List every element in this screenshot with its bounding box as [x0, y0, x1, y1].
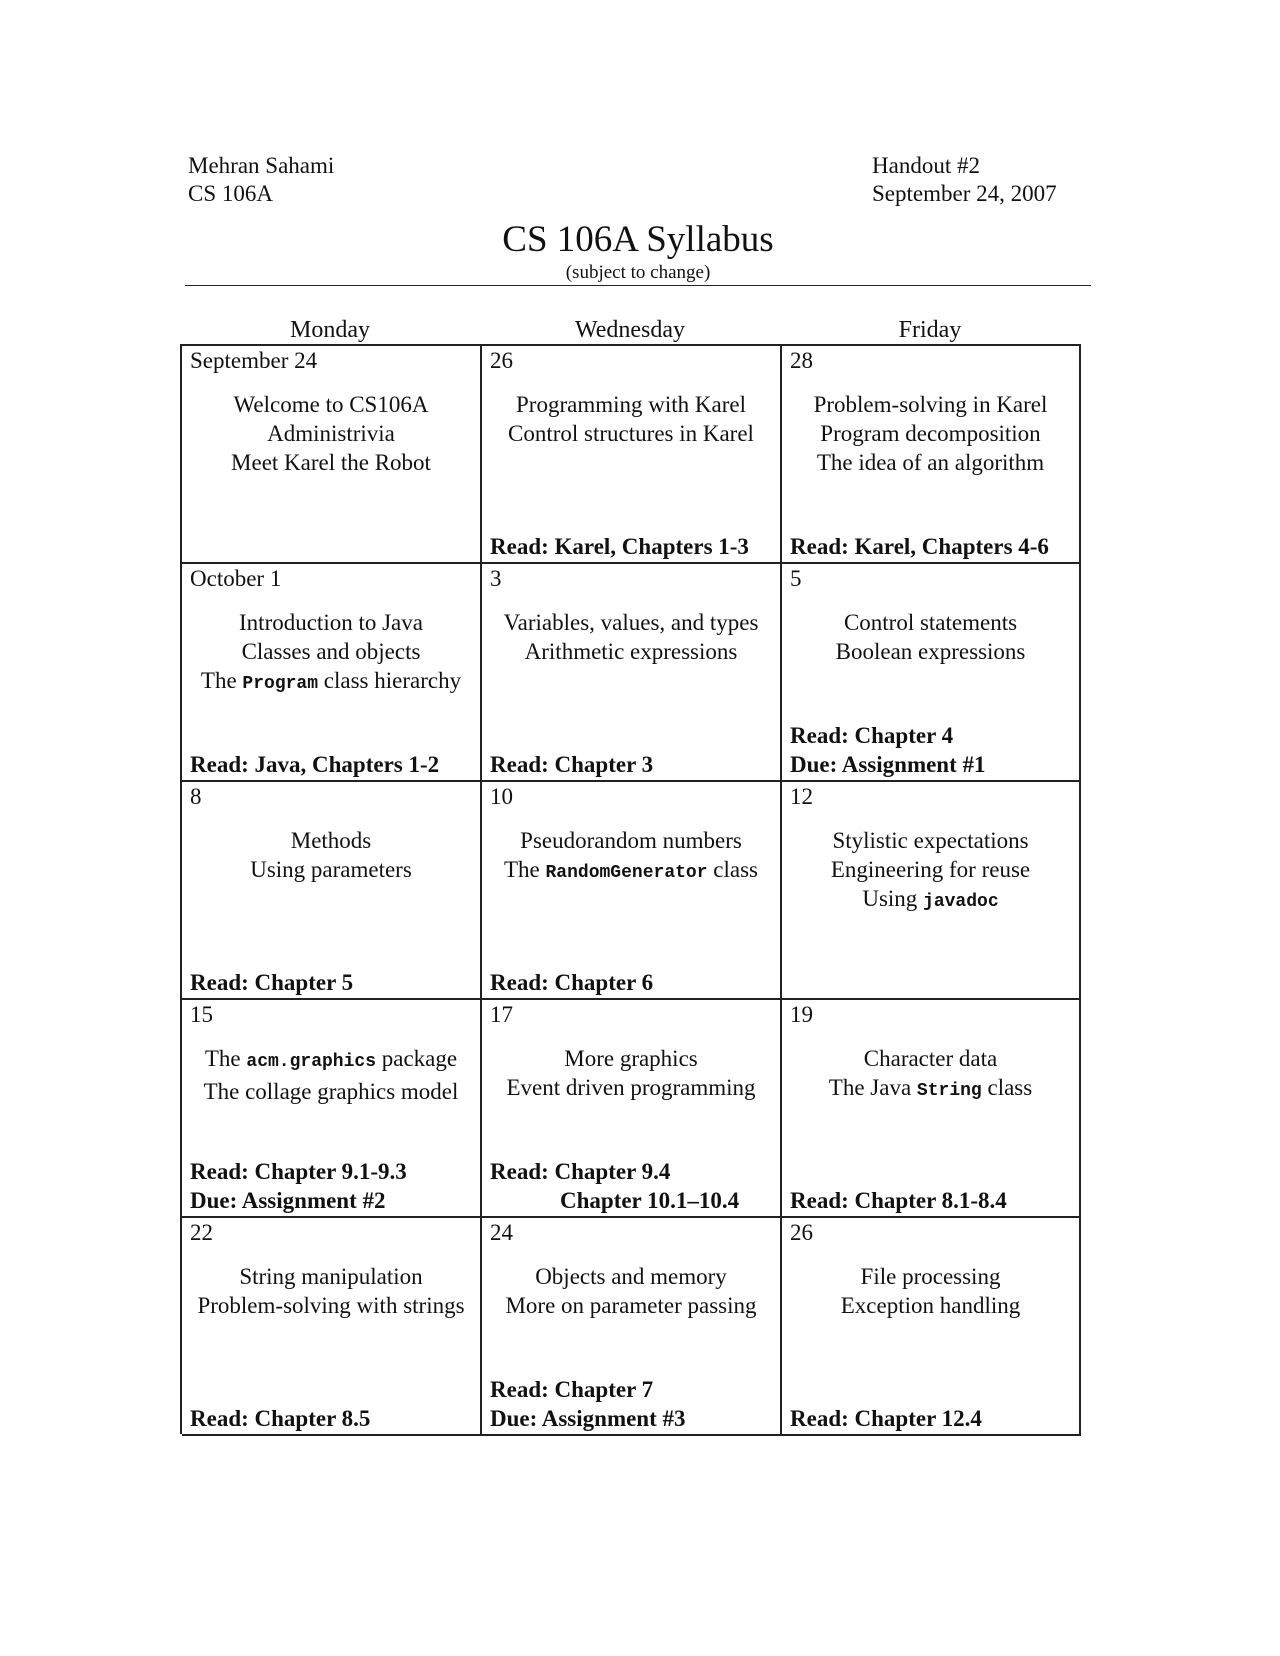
- cell-topics: [782, 1262, 1079, 1320]
- cell-date: 22: [190, 1220, 213, 1245]
- cell-topics: [182, 608, 480, 699]
- cell-topics: [182, 1044, 480, 1106]
- code-term: acm.graphics: [246, 1052, 377, 1072]
- reading-line: Due: Assignment #2: [190, 1188, 386, 1213]
- calendar-cell: [782, 346, 1081, 564]
- topic-line: The idea of an algorithm: [816, 450, 1045, 475]
- cell-reading: [190, 750, 480, 779]
- topic-line: Meet Karel the Robot: [231, 450, 431, 475]
- topic-line: Arithmetic expressions: [524, 639, 738, 664]
- reading-line: Read: Chapter 12.4: [790, 1406, 982, 1431]
- topic-line: The collage graphics model: [203, 1079, 459, 1104]
- cell-topics: [782, 1044, 1079, 1106]
- cell-topics: [782, 608, 1079, 666]
- reading-line: Read: Chapter 7: [490, 1377, 654, 1402]
- topic-line: [782, 884, 1079, 917]
- topic-line: Stylistic expectations: [832, 828, 1029, 853]
- calendar-cell: [482, 1218, 782, 1436]
- day-headers: [180, 315, 1081, 345]
- reading-line: Read: Karel, Chapters 1-3: [490, 534, 749, 559]
- cell-date: October 1: [190, 566, 282, 591]
- reading-line: Chapter 10.1–10.4: [560, 1188, 740, 1213]
- reading-line: Due: Assignment #1: [790, 752, 986, 777]
- reading-line: Read: Chapter 8.1-8.4: [790, 1188, 1007, 1213]
- topic-line: Programming with Karel: [516, 392, 746, 417]
- topic-line: String manipulation: [239, 1264, 423, 1289]
- cell-topics: [482, 1262, 780, 1320]
- author-name: Mehran Sahami: [188, 153, 335, 178]
- cell-date: 3: [490, 566, 502, 591]
- cell-topics: [782, 826, 1079, 917]
- cell-date: 8: [190, 784, 202, 809]
- day-header-monday: Monday: [290, 317, 370, 343]
- handout-date: September 24, 2007: [872, 181, 1057, 206]
- cell-reading: [790, 532, 1079, 561]
- cell-reading: [490, 1375, 780, 1433]
- code-term: javadoc: [923, 892, 999, 912]
- header-left: [188, 152, 334, 208]
- code-term: RandomGenerator: [545, 863, 708, 883]
- page-subtitle: (subject to change): [565, 262, 711, 283]
- cell-date: 17: [490, 1002, 513, 1027]
- topic-line: More on parameter passing: [505, 1293, 757, 1318]
- topic-text: class: [981, 1075, 1033, 1100]
- topic-text: Using: [862, 886, 924, 911]
- calendar-cell: [182, 1218, 482, 1436]
- calendar-cell: [182, 782, 482, 1000]
- day-header-friday: Friday: [898, 317, 962, 343]
- topic-line: Using parameters: [250, 857, 412, 882]
- cell-date: 24: [490, 1220, 513, 1245]
- topic-line: [182, 1044, 480, 1077]
- topic-line: Problem-solving with strings: [197, 1293, 465, 1318]
- cell-date: 10: [490, 784, 513, 809]
- topic-line: Welcome to CS106A: [233, 392, 429, 417]
- cell-reading: [490, 750, 780, 779]
- topic-text: The Java: [828, 1075, 917, 1100]
- topic-line: Program decomposition: [820, 421, 1041, 446]
- reading-line: Read: Chapter 3: [490, 752, 654, 777]
- topic-line: Boolean expressions: [835, 639, 1026, 664]
- calendar-cell: [482, 1000, 782, 1218]
- topic-text: The: [200, 668, 243, 693]
- topic-line: Administrivia: [267, 421, 395, 446]
- reading-line: Read: Chapter 5: [190, 970, 354, 995]
- topic-text: The: [503, 857, 546, 882]
- cell-topics: [182, 826, 480, 884]
- day-header-wednesday: Wednesday: [574, 317, 686, 343]
- topic-text: class hierarchy: [318, 668, 462, 693]
- topic-line: Exception handling: [840, 1293, 1021, 1318]
- cell-date: 15: [190, 1002, 213, 1027]
- reading-line: Read: Chapter 6: [490, 970, 654, 995]
- calendar-cell: [782, 782, 1081, 1000]
- cell-topics: [482, 390, 780, 448]
- cell-reading: [190, 1404, 480, 1433]
- topic-text: The: [204, 1046, 247, 1071]
- reading-line: Read: Chapter 4: [790, 723, 954, 748]
- topic-line: [782, 1073, 1079, 1106]
- cell-reading: [190, 968, 480, 997]
- topic-line: Problem-solving in Karel: [813, 392, 1048, 417]
- cell-topics: [182, 390, 480, 477]
- calendar-cell: [782, 1000, 1081, 1218]
- calendar-cell: [182, 1000, 482, 1218]
- page-title: CS 106A Syllabus: [502, 219, 774, 260]
- topic-line: Character data: [863, 1046, 998, 1071]
- cell-topics: [482, 826, 780, 888]
- handout-number: Handout #2: [872, 153, 980, 178]
- topic-line: Variables, values, and types: [503, 610, 759, 635]
- code-term: String: [916, 1081, 982, 1101]
- topic-line: Control structures in Karel: [508, 421, 754, 446]
- calendar-cell: [482, 564, 782, 782]
- code-term: Program: [242, 674, 319, 694]
- topic-line: [482, 855, 780, 888]
- topic-line: File processing: [860, 1264, 1001, 1289]
- cell-reading: [490, 1157, 780, 1215]
- title-rule: [185, 285, 1091, 286]
- cell-date: 19: [790, 1002, 813, 1027]
- topic-line: [182, 666, 480, 699]
- header-right: [872, 152, 1057, 208]
- topic-line: Introduction to Java: [239, 610, 423, 635]
- topic-line: Event driven programming: [506, 1075, 756, 1100]
- cell-date: 26: [490, 348, 513, 373]
- topic-line: Objects and memory: [535, 1264, 727, 1289]
- reading-line: Read: Java, Chapters 1-2: [190, 752, 440, 777]
- reading-line: Read: Chapter 9.4: [490, 1159, 671, 1184]
- cell-reading: [790, 1404, 1079, 1433]
- topic-line: Classes and objects: [241, 639, 421, 664]
- cell-date: 12: [790, 784, 813, 809]
- cell-reading: [190, 1157, 480, 1215]
- course-name: CS 106A: [188, 181, 273, 206]
- topic-line: Engineering for reuse: [830, 857, 1031, 882]
- cell-date: 28: [790, 348, 813, 373]
- calendar-cell: [182, 564, 482, 782]
- syllabus-table: [180, 344, 1081, 1434]
- reading-line: Read: Chapter 8.5: [190, 1406, 371, 1431]
- cell-reading: [490, 968, 780, 997]
- calendar-cell: [482, 346, 782, 564]
- calendar-cell: [782, 1218, 1081, 1436]
- topic-text: class: [707, 857, 758, 882]
- cell-date: September 24: [190, 348, 318, 373]
- cell-reading: [790, 721, 1079, 779]
- reading-line: Read: Karel, Chapters 4-6: [790, 534, 1049, 559]
- reading-line: Due: Assignment #3: [490, 1406, 686, 1431]
- cell-topics: [482, 608, 780, 666]
- cell-reading: [490, 532, 780, 561]
- calendar-cell: [782, 564, 1081, 782]
- cell-topics: [182, 1262, 480, 1320]
- topic-line: Methods: [290, 828, 372, 853]
- cell-topics: [482, 1044, 780, 1102]
- topic-text: package: [376, 1046, 458, 1071]
- calendar-cell: [182, 346, 482, 564]
- cell-date: 26: [790, 1220, 813, 1245]
- cell-topics: [782, 390, 1079, 477]
- topic-line: More graphics: [564, 1046, 698, 1071]
- reading-line: Read: Chapter 9.1-9.3: [190, 1159, 407, 1184]
- cell-date: 5: [790, 566, 802, 591]
- calendar-cell: [482, 782, 782, 1000]
- topic-line: Pseudorandom numbers: [520, 828, 742, 853]
- cell-reading: [790, 1186, 1079, 1215]
- topic-line: Control statements: [843, 610, 1018, 635]
